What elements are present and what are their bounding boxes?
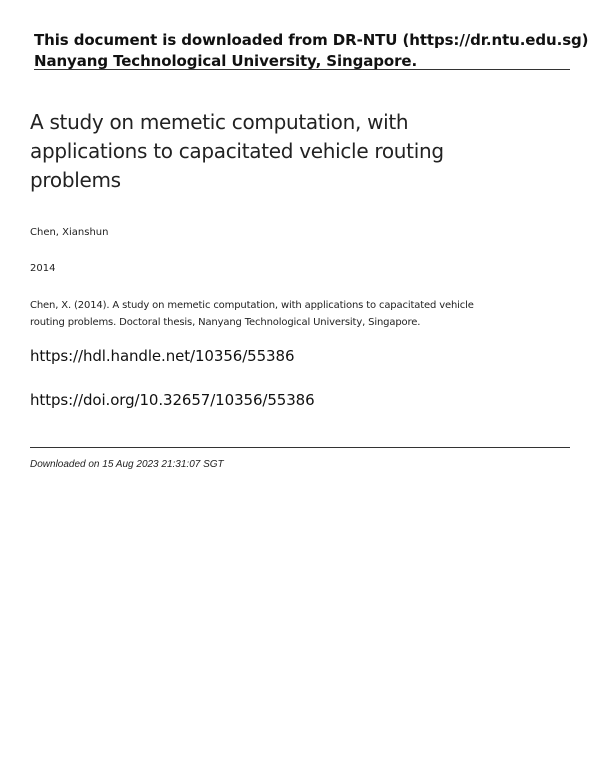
document-year: 2014	[30, 263, 56, 274]
document-author: Chen, Xianshun	[30, 227, 109, 238]
repository-header-line-2: Nanyang Technological University, Singapore.	[34, 52, 418, 70]
download-timestamp: Downloaded on 15 Aug 2023 21:31:07 SGT	[30, 459, 224, 470]
document-title: A study on memetic computation, with applications to capacitated vehicle routing problems	[30, 110, 444, 192]
handle-link[interactable]: https://hdl.handle.net/10356/55386	[30, 347, 295, 365]
footer-divider	[30, 447, 570, 448]
repository-header	[34, 30, 589, 72]
header-divider	[34, 69, 570, 70]
document-citation: Chen, X. (2014). A study on memetic computation, with applications to capacitated vehicle routing problems. Doctoral thesis, Nanyang Technological University, Singapore.	[30, 300, 474, 328]
doi-link[interactable]: https://doi.org/10.32657/10356/55386	[30, 391, 315, 409]
repository-header-line-1: This document is downloaded from DR-NTU (https://dr.ntu.edu.sg)	[34, 31, 589, 49]
